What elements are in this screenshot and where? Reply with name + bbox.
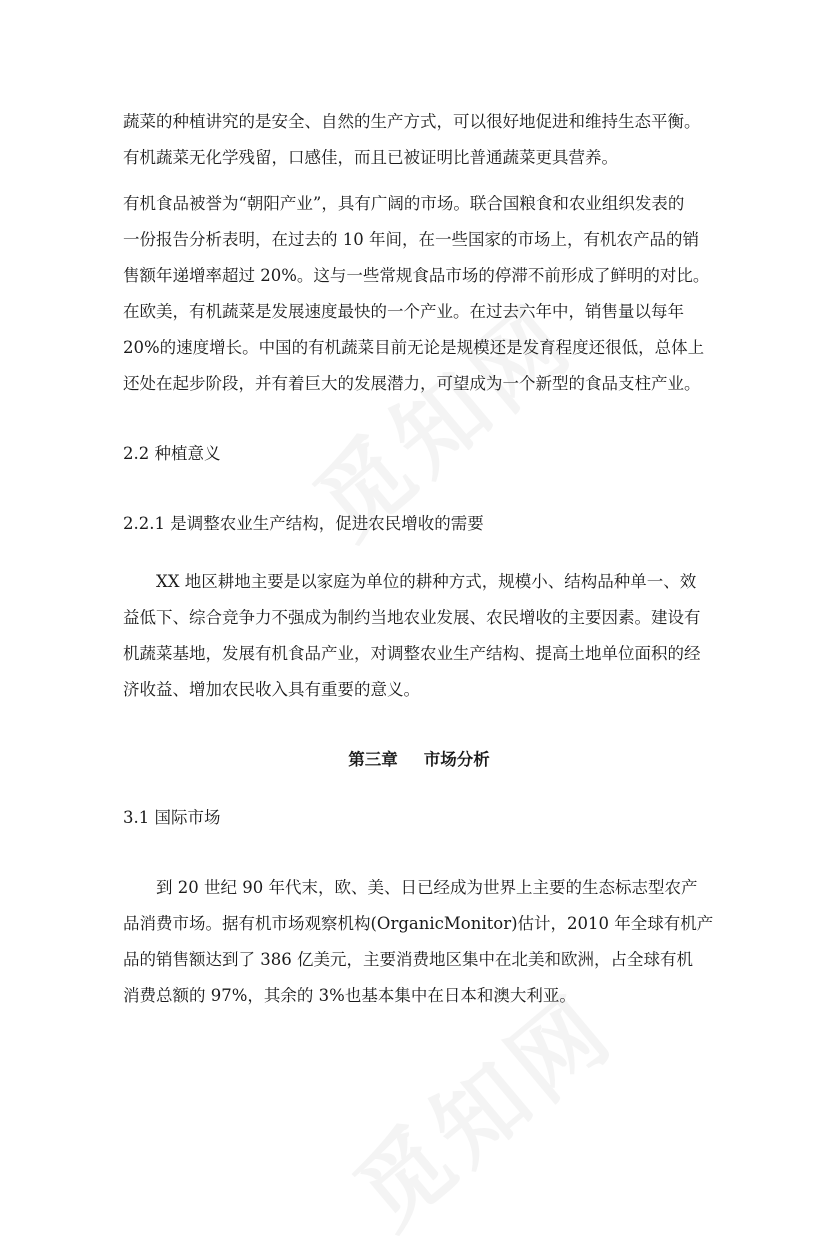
text-line: 消费总额的 97%，其余的 3%也基本集中在日本和澳大利亚。 xyxy=(123,986,576,1005)
text-line: 20%的速度增长。中国的有机蔬菜目前无论是规模还是发育程度还很低，总体上 xyxy=(123,338,705,357)
text-line: 还处在起步阶段，并有着巨大的发展潜力，可望成为一个新型的食品支柱产业。 xyxy=(123,374,701,393)
paragraph-planting-significance xyxy=(123,564,715,708)
text-line: 机蔬菜基地，发展有机食品产业，对调整农业生产结构、提高土地单位面积的经 xyxy=(123,644,701,663)
text-line: 在欧美，有机蔬菜是发展速度最快的一个产业。在过去六年中，销售量以每年 xyxy=(123,302,684,321)
paragraph-international-market xyxy=(123,870,715,1014)
text-line: 一份报告分析表明，在过去的 10 年间，在一些国家的市场上，有机农产品的销 xyxy=(123,230,699,249)
text-line: 品的销售额达到了 386 亿美元，主要消费地区集中在北美和欧洲，占全球有机 xyxy=(123,950,693,969)
chapter-number: 第三章 xyxy=(348,750,398,769)
text-line: 有机蔬菜无化学残留，口感佳，而且已被证明比普通蔬菜更具营养。 xyxy=(123,148,618,167)
text-line: 有机食品被誉为“朝阳产业”，具有广阔的市场。联合国粮食和农业组织发表的 xyxy=(123,194,685,213)
section-heading-2-2-1: 2.2.1 是调整农业生产结构，促进农民增收的需要 xyxy=(123,514,484,533)
text-line: XX 地区耕地主要是以家庭为单位的耕种方式，规模小、结构品种单一、效 xyxy=(156,572,697,591)
section-heading-3-1: 3.1 国际市场 xyxy=(123,808,221,827)
text-line: 品消费市场。据有机市场观察机构(OrganicMonitor)估计，2010 年全球有机产 xyxy=(123,914,714,933)
section-heading-2-2: 2.2 种植意义 xyxy=(123,444,221,463)
text-line: 售额年递增率超过 20%。这与一些常规食品市场的停滞不前形成了鲜明的对比。 xyxy=(123,266,710,285)
paragraph-sunrise-industry xyxy=(123,186,715,402)
chapter-title xyxy=(123,742,715,778)
text-line: 济收益、增加农民收入具有重要的意义。 xyxy=(123,680,420,699)
paragraph-organic-vegetables xyxy=(123,104,715,176)
document-body xyxy=(123,104,715,1014)
text-line: 到 20 世纪 90 年代末，欧、美、日已经成为世界上主要的生态标志型农产 xyxy=(156,878,698,897)
text-line: 蔬菜的种植讲究的是安全、自然的生产方式，可以很好地促进和维持生态平衡。 xyxy=(123,112,701,131)
chapter-name: 市场分析 xyxy=(423,750,490,769)
text-line: 益低下、综合竞争力不强成为制约当地农业发展、农民增收的主要因素。建设有 xyxy=(123,608,701,627)
